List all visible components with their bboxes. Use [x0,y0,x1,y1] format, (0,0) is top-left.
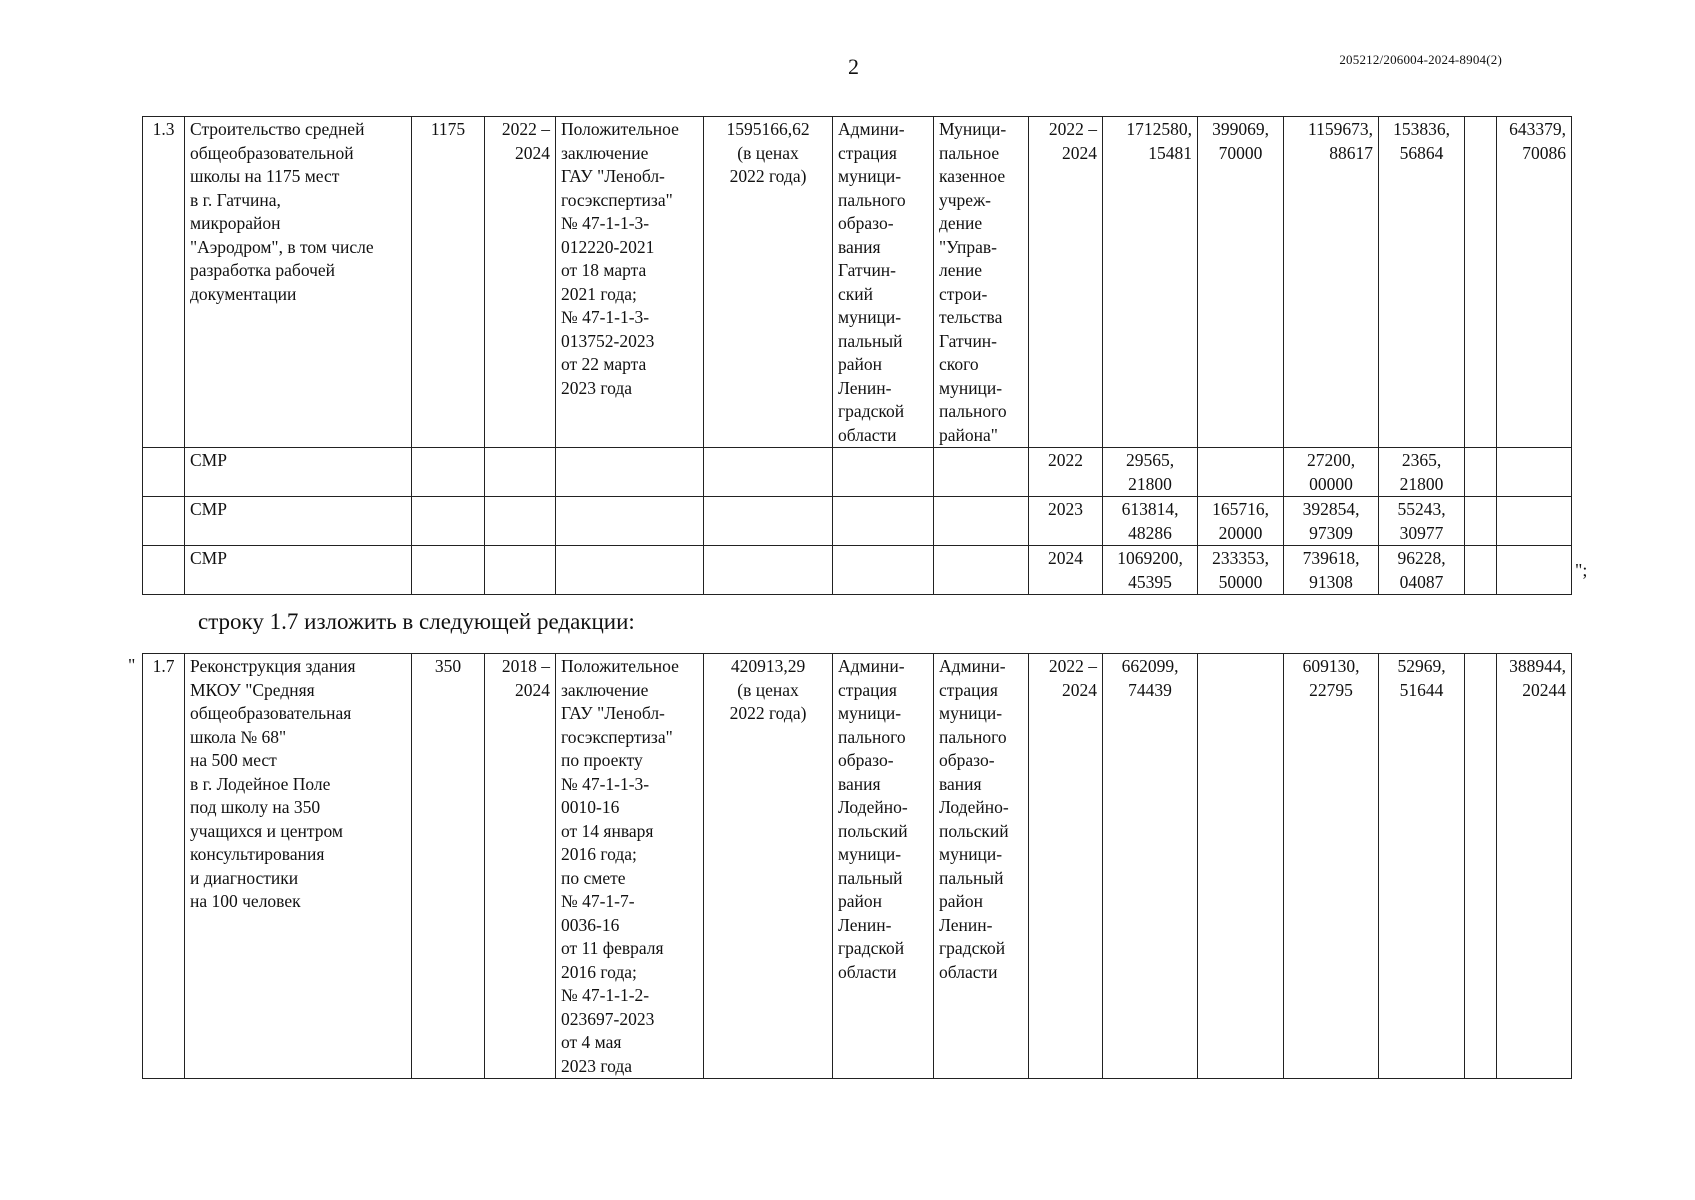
empty-cell [833,497,934,546]
estimated-cost [704,117,833,448]
page-number: 2 [848,54,859,79]
cell-line: пального [939,726,1007,747]
cell-line: ский [838,283,873,304]
cell-line: 2021 года; [561,283,637,304]
cell-line: 96228, [1397,548,1446,568]
cell-line: школы на 1175 мест [190,166,340,186]
empty-cell [934,546,1029,595]
cell-line: учащихся и центром [190,820,343,841]
cell-line: Лодейно- [838,797,908,817]
cell-line: Реконструкция здания [190,656,356,676]
cell-line: Муници- [939,119,1007,139]
cell-line: (в ценах [737,679,799,700]
cell-line: пального [838,726,906,747]
cell-line: № 47-1-1-3- [561,213,650,233]
cell-line: области [838,424,897,445]
smr-local [1379,497,1465,546]
cell-line: 165716, [1212,499,1269,519]
cell-line: 2024 [1062,142,1097,163]
cell-line: 15481 [1148,142,1192,163]
regional-amount [1284,117,1379,448]
cell-line: муници- [939,377,1003,398]
smr-total [1103,448,1198,497]
cell-line: на 100 человек [190,891,301,911]
cell-line: образо- [838,750,894,770]
cell-line: "Аэродром", в том числе [190,236,374,257]
cell-line: 27200, [1306,450,1356,470]
cell-line: ление [939,260,982,280]
cell-line: тельства [939,307,1003,327]
smr-regional [1284,497,1379,546]
cell-line: по проекту [561,750,643,770]
empty-cell [143,546,185,595]
cell-line: 2023 года [561,1055,633,1076]
smr-federal [1198,546,1284,595]
cell-line: 29565, [1125,450,1175,470]
opening-quote-mark: " [128,655,136,675]
cell-line: Положительное [561,656,679,676]
cell-line: разработка рабочей [190,260,336,280]
cell-line: 2365, [1401,450,1442,470]
cell-line: 20000 [1218,522,1263,543]
empty-cell [1497,448,1572,497]
cell-line: 2016 года; [561,844,637,864]
cell-line: ГАУ "Ленобл- [561,166,665,186]
cell-line: Гатчин- [838,260,897,280]
remaining-amount [1497,117,1572,448]
empty-cell [1465,546,1497,595]
cell-line: 023697-2023 [561,1008,655,1029]
capacity: 350 [412,654,485,1079]
empty-cell [704,546,833,595]
cell-line: градской [838,401,905,421]
customer [934,654,1029,1079]
cell-line: страция [838,142,897,163]
empty-cell [485,448,556,497]
total-amount [1103,117,1198,448]
cell-line: 00000 [1309,473,1353,494]
cell-line: от 11 февраля [561,938,664,958]
cell-line: 643379, [1509,119,1566,139]
cell-line: 2024 [515,679,550,700]
regional-amount [1284,654,1379,1079]
smr-year: 2023 [1029,497,1103,546]
cell-line: 2016 года; [561,961,637,982]
object-name [185,117,412,448]
cell-line: 613814, [1121,499,1179,519]
cell-line: Админи- [939,656,1006,676]
cell-line: градской [939,938,1006,958]
smr-year: 2022 [1029,448,1103,497]
empty-cell [934,448,1029,497]
cell-line: польский [939,820,1009,841]
cell-line: района" [939,424,998,445]
empty-cell [1465,448,1497,497]
empty-cell [833,546,934,595]
cell-line: район [838,354,882,374]
other-amount [1465,654,1497,1079]
cell-line: 97309 [1309,522,1353,543]
cell-line: от 14 января [561,820,654,841]
smr-federal [1198,448,1284,497]
federal-amount [1198,654,1284,1079]
cell-line: вания [939,773,982,794]
cell-line: госэкспертиза" [561,189,673,210]
empty-cell [143,448,185,497]
cell-line: страция [838,679,897,700]
cell-line: 56864 [1399,142,1444,163]
cell-line: 70000 [1218,142,1263,163]
total-amount [1103,654,1198,1079]
empty-cell [556,497,704,546]
empty-cell [1497,546,1572,595]
cell-line: район [939,891,983,911]
cell-line: 662099, [1121,656,1179,676]
smr-label: СМР [185,448,412,497]
cell-line: 91308 [1309,571,1353,592]
cell-line: казенное [939,166,1006,186]
cell-line: Ленин- [838,377,892,398]
cell-line: и диагностики [190,867,299,888]
cell-line: Ленин- [838,914,892,935]
expert-conclusion [556,117,704,448]
cell-line: консультирования [190,844,325,864]
cell-line: 2022 года) [729,703,807,723]
empty-cell [1465,497,1497,546]
cell-line: учреж- [939,189,991,210]
cell-line: строи- [939,283,988,304]
cell-line: 1069200, [1117,548,1183,568]
object-name [185,654,412,1079]
smr-regional [1284,546,1379,595]
cell-line: на 500 мест [190,750,277,770]
cell-line: МКОУ "Средняя [190,679,315,700]
expert-conclusion [556,654,704,1079]
capacity: 1175 [412,117,485,448]
cell-line: ГАУ "Ленобл- [561,703,665,723]
cell-line: госэкспертиза" [561,726,673,747]
smr-local [1379,546,1465,595]
cell-line: Админи- [838,656,905,676]
cell-line: пальный [838,867,903,888]
cell-line: № 47-1-1-2- [561,985,650,1005]
cell-line: № 47-1-1-3- [561,307,650,327]
owner [833,654,934,1079]
other-amount [1465,117,1497,448]
cell-line: муници- [939,844,1003,864]
empty-cell [556,546,704,595]
cell-line: Строительство средней [190,119,365,139]
cell-line: 2023 года [561,377,633,398]
smr-total [1103,497,1198,546]
cell-line: 153836, [1393,119,1450,139]
smr-total [1103,546,1198,595]
smr-local [1379,448,1465,497]
cell-line: 55243, [1397,499,1446,519]
estimated-cost [704,654,833,1079]
cell-line: градской [838,938,905,958]
empty-cell [934,497,1029,546]
table-row [143,448,1572,497]
owner [833,117,934,448]
instruction-paragraph: строку 1.7 изложить в следующей редакции: [198,609,635,634]
cell-line: район [838,891,882,911]
empty-cell [1497,497,1572,546]
cell-line: 22795 [1309,679,1353,700]
cell-line: заключение [561,142,649,163]
closing-quote-mark: "; [1575,560,1588,580]
cell-line: 0010-16 [561,797,620,817]
cell-line: 1712580, [1126,119,1192,139]
cell-line: Гатчин- [939,330,998,351]
cell-line: 21800 [1399,473,1444,494]
federal-amount [1198,117,1284,448]
cell-line: Админи- [838,119,905,139]
cell-line: 45395 [1128,571,1172,592]
cell-line: 52969, [1397,656,1446,676]
row-number: 1.3 [143,117,185,448]
cell-line: Ленин- [939,914,993,935]
empty-cell [485,497,556,546]
cell-line: общеобразовательной [190,142,354,163]
cell-line: образо- [838,213,894,233]
cell-line: в г. Гатчина, [190,189,281,210]
cell-line: "Управ- [939,236,997,257]
smr-year: 2024 [1029,546,1103,595]
cell-line: 392854, [1302,499,1360,519]
cell-line: Лодейно- [939,797,1009,817]
cell-line: польский [838,820,908,841]
smr-label: СМР [185,546,412,595]
cell-line: 2022 года) [729,166,807,186]
cell-line: области [838,961,897,982]
cell-line [1203,449,1278,473]
cell-line: (в ценах [737,142,799,163]
construction-period [485,117,556,448]
cell-line: 2024 [515,142,550,163]
cell-line: 2022 – [501,119,550,139]
empty-cell [704,448,833,497]
cell-line: области [939,961,998,982]
empty-cell [143,497,185,546]
cell-line: пального [838,189,906,210]
local-amount [1379,654,1465,1079]
cell-line: пальный [838,330,903,351]
cell-line [1203,473,1278,497]
cell-line: заключение [561,679,649,700]
smr-federal [1198,497,1284,546]
row-number: 1.7 [143,654,185,1079]
cell-line: 74439 [1128,679,1172,700]
cell-line: документации [190,283,297,304]
local-amount [1379,117,1465,448]
cell-line: вания [838,236,881,257]
cell-line: ского [939,354,979,374]
cell-line: в г. Лодейное Поле [190,773,331,794]
cell-line: муници- [939,703,1003,723]
financing-years [1029,117,1103,448]
table-row [143,497,1572,546]
cell-line: 2022 – [1048,656,1097,676]
cell-line: 0036-16 [561,914,620,935]
cell-line: 51644 [1399,679,1444,700]
cell-line: 012220-2021 [561,236,655,257]
cell-line: по смете [561,867,626,888]
cell-line: 2018 – [501,656,550,676]
cell-line: муници- [838,844,902,864]
cell-line: 388944, [1509,656,1566,676]
table-row [143,654,1572,1079]
cell-line: общеобразовательная [190,703,352,723]
customer [934,117,1029,448]
empty-cell [485,546,556,595]
cell-line: от 4 мая [561,1032,622,1052]
table-row-1-7 [142,653,1572,1079]
empty-cell [833,448,934,497]
cell-line: 70086 [1522,142,1566,163]
cell-line: под школу на 350 [190,797,321,817]
cell-line: 233353, [1212,548,1269,568]
empty-cell [704,497,833,546]
cell-line: пального [939,401,1007,421]
cell-line: № 47-1-7- [561,891,635,911]
remaining-amount [1497,654,1572,1079]
cell-line: 50000 [1218,571,1263,592]
cell-line: 48286 [1128,522,1172,543]
table-row-1-3 [142,116,1572,595]
empty-cell [412,448,485,497]
cell-line: школа № 68" [190,726,287,747]
cell-line: 04087 [1399,571,1444,592]
table-row [143,117,1572,448]
cell-line: № 47-1-1-3- [561,773,650,794]
cell-line: пальный [939,867,1004,888]
cell-line: 88617 [1329,142,1373,163]
cell-line: Положительное [561,119,679,139]
cell-line: муници- [838,703,902,723]
cell-line: микрорайон [190,213,281,233]
cell-line: 2024 [1062,679,1097,700]
empty-cell [412,546,485,595]
cell-line: 739618, [1302,548,1360,568]
construction-period [485,654,556,1079]
cell-line: вания [838,773,881,794]
empty-cell [412,497,485,546]
cell-line: пальное [939,142,1000,163]
cell-line: 1595166,62 [726,119,810,139]
cell-line: 30977 [1399,522,1444,543]
cell-line: 2022 – [1048,119,1097,139]
cell-line: образо- [939,750,995,770]
table-row [143,546,1572,595]
empty-cell [556,448,704,497]
cell-line: 20244 [1522,679,1566,700]
cell-line: 609130, [1302,656,1360,676]
smr-regional [1284,448,1379,497]
document-id: 205212/206004-2024-8904(2) [1339,52,1502,67]
cell-line: 399069, [1212,119,1269,139]
cell-line: муници- [838,307,902,327]
smr-label: СМР [185,497,412,546]
cell-line: 1159673, [1308,119,1373,139]
cell-line: страция [939,679,998,700]
financing-years [1029,654,1103,1079]
cell-line: от 18 марта [561,260,647,280]
cell-line: от 22 марта [561,354,647,374]
cell-line: дение [939,213,983,233]
cell-line: 013752-2023 [561,330,655,351]
cell-line: муници- [838,166,902,186]
cell-line: 21800 [1128,473,1172,494]
cell-line: 420913,29 [730,656,806,676]
